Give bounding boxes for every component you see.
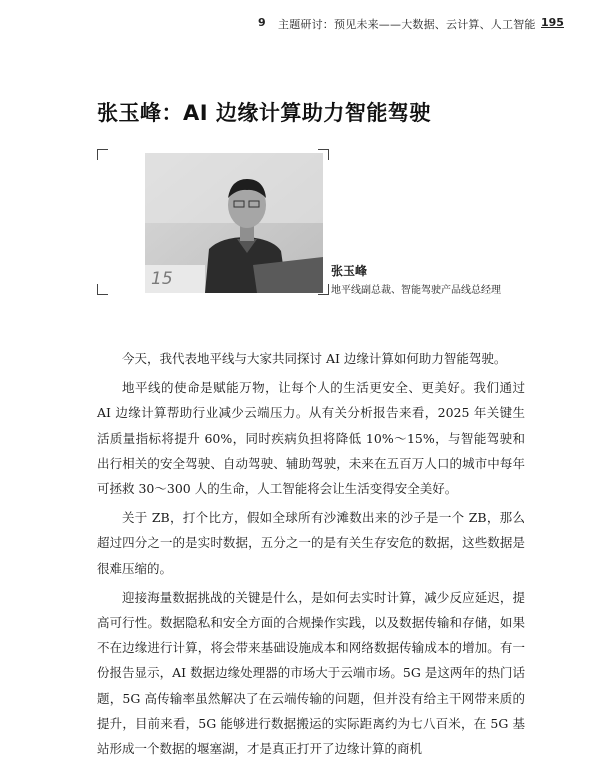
article-body <box>97 346 525 765</box>
body-paragraph: 迎接海量数据挑战的关键是什么，是如何去实时计算，减少反应延迟，提高可行性。数据隐私和安全方面的合规操作实践，以及数据传输和存储，如果不在边缘进行计算，将会带来基础设施成本和网络数据传输成本的增加。有一份报告显示，AI 数据边缘处理器的市场大于云端市场。5G 是这两年的热门话题，5G 高传输率虽然解决了在云端传输的问题，但并没有给主干网带来质的提升，目前来看，5G 能够进行数据搬运的实际距离约为七八百米，在 5G 基站形成一个数据的堰塞湖，才是真正打开了边缘计算的商机 <box>97 589 525 757</box>
article-title: 张玉峰：AI 边缘计算助力智能驾驶 <box>97 101 431 125</box>
photo-frame <box>97 149 329 295</box>
frame-corner <box>97 149 108 160</box>
photo-caption-role: 地平线副总裁、智能驾驶产品线总经理 <box>331 285 501 296</box>
body-paragraph: 今天，我代表地平线与大家共同探讨 AI 边缘计算如何助力智能驾驶。 <box>122 351 507 366</box>
backdrop-mark: 15 <box>151 269 173 289</box>
running-header <box>0 16 600 34</box>
page-number: 195 <box>541 16 564 29</box>
chapter-title: 主题研讨：预见未来——大数据、云计算、人工智能 <box>278 18 536 31</box>
body-paragraph: 关于 ZB，打个比方，假如全球所有沙滩数出来的沙子是一个 ZB，那么超过四分之一的是实时数据，五分之一的是有关生存安危的数据，这些数据是很难压缩的。 <box>97 510 525 576</box>
photo-caption-name: 张玉峰 <box>331 264 368 278</box>
body-paragraph: 地平线的使命是赋能万物，让每个人的生活更安全、更美好。我们通过 AI 边缘计算帮助行业减少云端压力。从有关分析报告来看，2025 年关键生活质量指标将提升 60%，同时疾病负担将降低 10%～15%，与智能驾驶和出行相关的安全驾驶、自动驾驶、辅助驾驶，未来在五百万人口的城市中每年可拯救 30～300 人的生命，人工智能将会让生活变得安全美好。 <box>97 380 525 497</box>
chapter-number: 9 <box>258 16 266 29</box>
portrait-photo <box>145 153 323 293</box>
frame-corner <box>97 284 108 295</box>
